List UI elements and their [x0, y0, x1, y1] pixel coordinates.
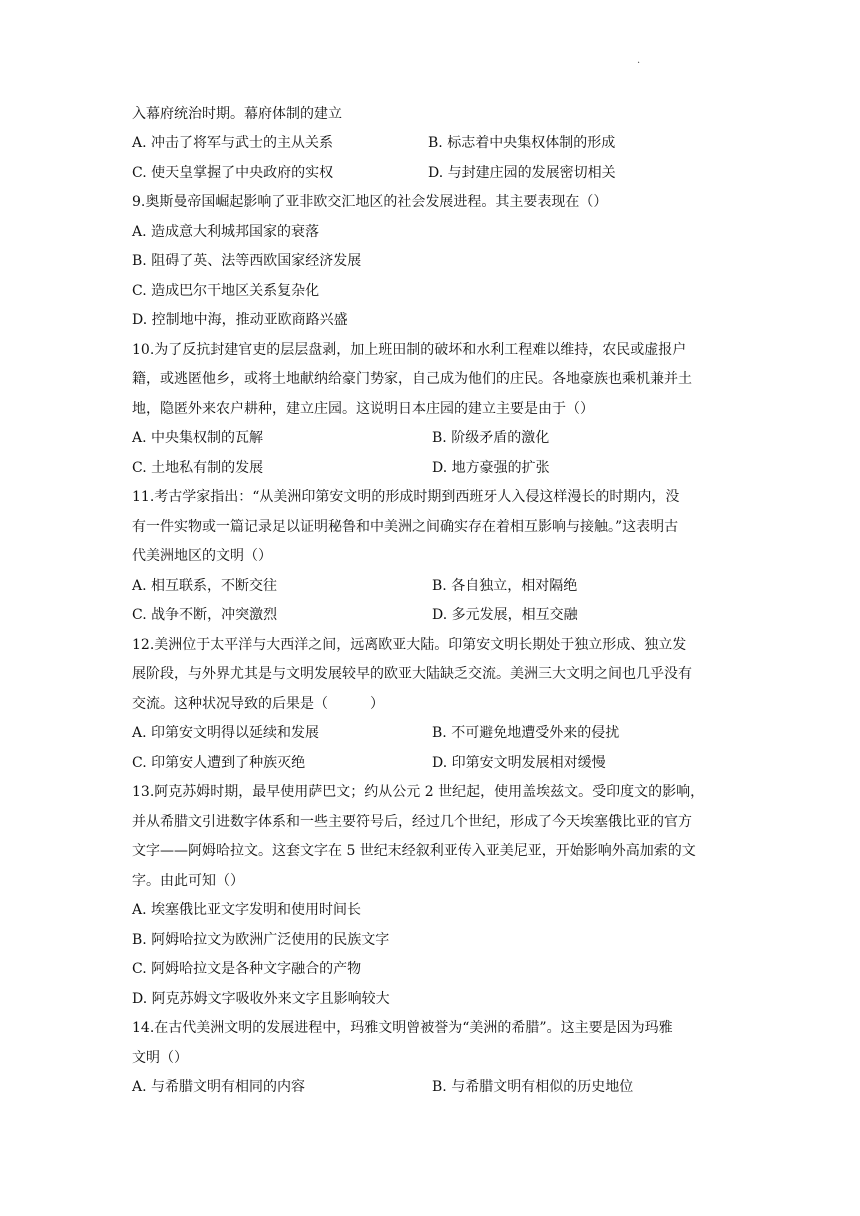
q12-option-a: A. 印第安文明得以延续和发展	[132, 725, 320, 741]
q9-option-d: D. 控制地中海，推动亚欧商路兴盛	[132, 312, 348, 328]
q10-stem-line-2: 籍，或逃匿他乡，或将土地献纳给豪门势家，自己成为他们的庄民。各地豪族也乘机兼并土	[132, 371, 692, 387]
q10-stem-line-3: 地，隐匿外来农户耕种，建立庄园。这说明日本庄园的建立主要是由于（）	[132, 401, 594, 417]
q10-stem-line-1: 10.为了反抗封建官吏的层层盘剥，加上班田制的破坏和水利工程难以维持，农民或虚报户	[132, 342, 687, 358]
q8-option-c: C. 使天皇掌握了中央政府的实权	[132, 165, 334, 181]
q8-stem-tail: 入幕府统治时期。幕府体制的建立	[132, 106, 342, 122]
header-mark: ·	[637, 58, 641, 69]
q9-option-a: A. 造成意大利城邦国家的衰落	[132, 224, 320, 240]
q8-option-d: D. 与封建庄园的发展密切相关	[428, 165, 616, 181]
q14-option-a: A. 与希腊文明有相同的内容	[132, 1079, 306, 1095]
q12-stem-line-3: 交流。这种状况导致的后果是（ ）	[132, 696, 384, 712]
q11-stem-line-3: 代美洲地区的文明（）	[132, 548, 272, 564]
q12-stem-line-2: 展阶段，与外界尤其是与文明发展较早的欧亚大陆缺乏交流。美洲三大文明之间也几乎没有	[132, 666, 692, 682]
q13-stem-line-4: 字。由此可知（）	[132, 873, 244, 889]
q10-option-d: D. 地方豪强的扩张	[432, 460, 550, 476]
q11-option-b: B. 各自独立，相对隔绝	[432, 578, 578, 594]
q14-option-b: B. 与希腊文明有相似的历史地位	[432, 1079, 634, 1095]
q11-stem-line-1: 11.考古学家指出：“从美洲印第安文明的形成时期到西班牙人入侵这样漫长的时期内，没	[132, 489, 680, 505]
q14-stem-line-2: 文明（）	[132, 1050, 188, 1066]
q13-option-c: C. 阿姆哈拉文是各种文字融合的产物	[132, 961, 362, 977]
q13-stem-line-1: 13.阿克苏姆时期，最早使用萨巴文；约从公元 2 世纪起，使用盖埃兹文。受印度文的影响，	[132, 784, 705, 800]
q13-stem-line-3: 文字——阿姆哈拉文。这套文字在 5 世纪末经叙利亚传入亚美尼亚，开始影响外高加索的文	[132, 843, 696, 859]
q10-option-b: B. 阶级矛盾的激化	[432, 430, 550, 446]
q9-option-b: B. 阻碍了英、法等西欧国家经济发展	[132, 253, 362, 269]
q13-option-b: B. 阿姆哈拉文为欧洲广泛使用的民族文字	[132, 932, 390, 948]
q12-option-b: B. 不可避免地遭受外来的侵扰	[432, 725, 620, 741]
q11-option-d: D. 多元发展，相互交融	[432, 607, 578, 623]
q10-option-c: C. 土地私有制的发展	[132, 460, 264, 476]
q8-option-b: B. 标志着中央集权体制的形成	[428, 135, 616, 151]
q9-stem: 9.奥斯曼帝国崛起影响了亚非欧交汇地区的社会发展进程。其主要表现在（）	[132, 194, 608, 210]
q13-option-a: A. 埃塞俄比亚文字发明和使用时间长	[132, 902, 362, 918]
q9-option-c: C. 造成巴尔干地区关系复杂化	[132, 283, 320, 299]
q12-option-d: D. 印第安文明发展相对缓慢	[432, 755, 606, 771]
q12-option-c: C. 印第安人遭到了种族灭绝	[132, 755, 306, 771]
q11-option-a: A. 相互联系，不断交往	[132, 578, 278, 594]
q13-option-d: D. 阿克苏姆文字吸收外来文字且影响较大	[132, 991, 390, 1007]
q8-option-a: A. 冲击了将军与武士的主从关系	[132, 135, 334, 151]
q10-option-a: A. 中央集权制的瓦解	[132, 430, 264, 446]
q13-stem-line-2: 并从希腊文引进数字体系和一些主要符号后，经过几个世纪，形成了今天埃塞俄比亚的官方	[132, 814, 692, 830]
q11-option-c: C. 战争不断，冲突激烈	[132, 607, 278, 623]
q11-stem-line-2: 有一件实物或一篇记录足以证明秘鲁和中美洲之间确实存在着相互影响与接触。”这表明古	[132, 519, 679, 535]
q12-stem-line-1: 12.美洲位于太平洋与大西洋之间，远离欧亚大陆。印第安文明长期处于独立形成、独立发	[132, 637, 687, 653]
q14-stem-line-1: 14.在古代美洲文明的发展进程中，玛雅文明曾被誉为“美洲的希腊”。这主要是因为玛雅	[132, 1020, 673, 1036]
